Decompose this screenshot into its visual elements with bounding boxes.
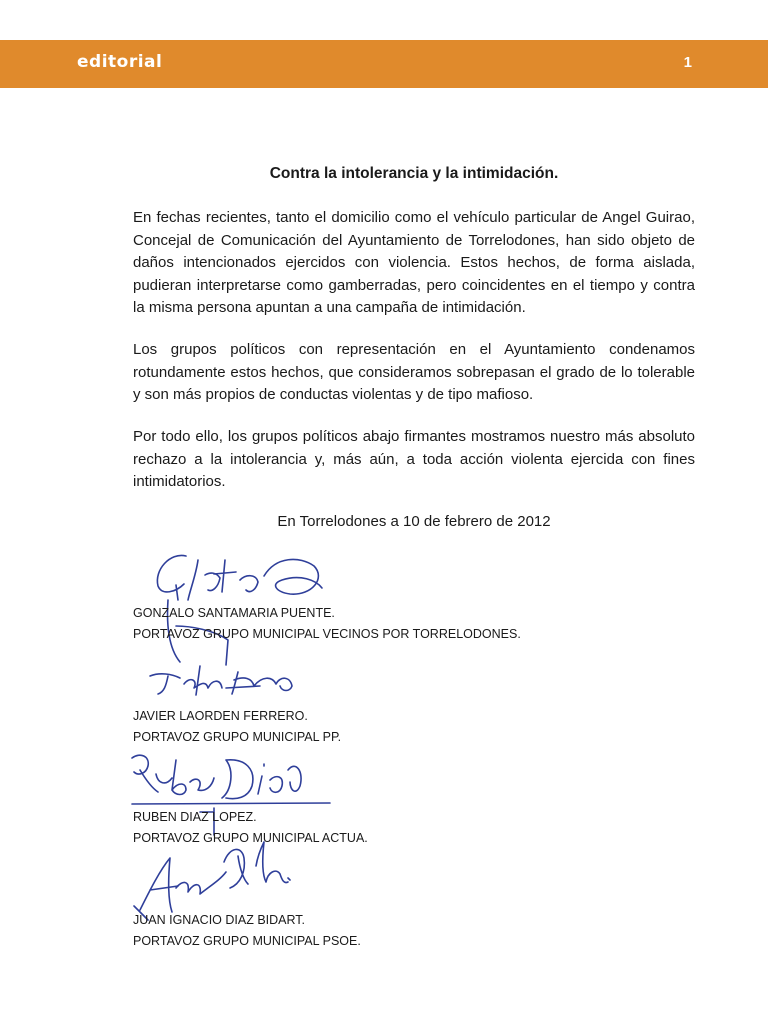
signatory-name: RUBEN DIAZ LOPEZ. xyxy=(133,810,257,824)
signatory-role: PORTAVOZ GRUPO MUNICIPAL VECINOS POR TORRELODONES. xyxy=(133,627,521,641)
signature-4 xyxy=(134,842,290,920)
signatory-3 xyxy=(133,807,368,849)
signatory-name: GONZALO SANTAMARIA PUENTE. xyxy=(133,606,335,620)
signatory-role: PORTAVOZ GRUPO MUNICIPAL PP. xyxy=(133,730,342,744)
signatory-role: PORTAVOZ GRUPO MUNICIPAL PSOE. xyxy=(133,934,361,948)
signature-2 xyxy=(150,666,292,695)
signatory-1 xyxy=(133,603,521,645)
page-number: 1 xyxy=(683,54,692,71)
signatory-name: JUAN IGNACIO DIAZ BIDART. xyxy=(133,913,306,927)
document-title: Contra la intolerancia y la intimidación. xyxy=(269,165,559,182)
paragraph-3: Por todo ello, los grupos políticos abajo firmantes mostramos nuestro más absoluto rechazo a la intolerancia y, más aún, a toda acción violenta ejercida con fines intimidatorios. xyxy=(133,428,695,490)
signatory-4 xyxy=(133,910,361,952)
signatory-2 xyxy=(133,706,341,748)
paragraph-2: Los grupos políticos con representación en el Ayuntamiento condenamos rotundamente estos hechos, que consideramos sobrepasan el grado de lo tolerable y son más propios de conductas violentas y de tipo mafioso. xyxy=(133,341,695,403)
section-title: editorial xyxy=(77,52,163,72)
section-header-bar xyxy=(0,40,768,88)
dateline: En Torrelodones a 10 de febrero de 2012 xyxy=(277,513,551,530)
signatory-name: JAVIER LAORDEN FERRERO. xyxy=(133,709,308,723)
signatory-role: PORTAVOZ GRUPO MUNICIPAL ACTUA. xyxy=(133,831,368,845)
paragraph-1: En fechas recientes, tanto el domicilio como el vehículo particular de Angel Guirao, Concejal de Comunicación del Ayuntamiento de Torrelodones, han sido objeto de daños intencionados ejercidos con violencia. Estos hechos, de forma aislada, pudieran interpretarse como gamberradas, pero coincidentes en el tiempo y contra la misma persona apuntan a una campaña de intimidación. xyxy=(133,209,695,316)
